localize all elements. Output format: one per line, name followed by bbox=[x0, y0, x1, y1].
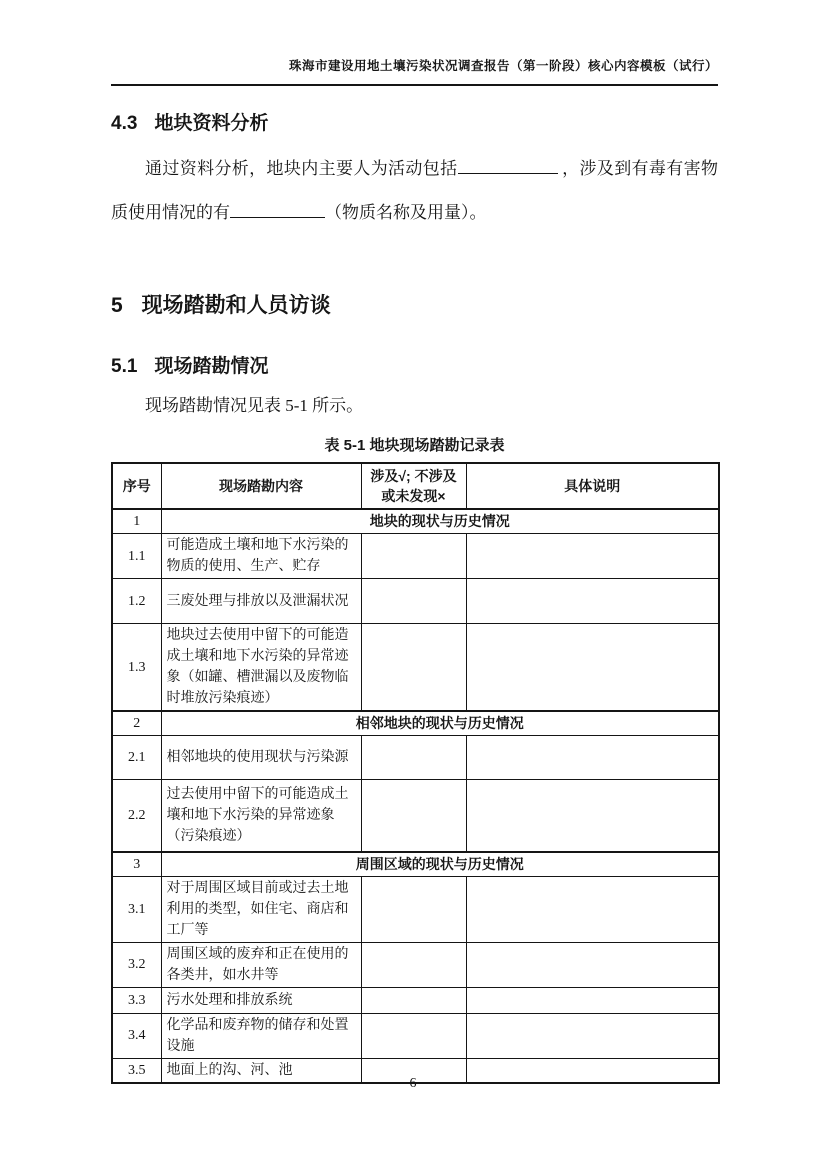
row-no: 3.1 bbox=[112, 876, 161, 942]
fill-in-blank-2 bbox=[230, 200, 325, 218]
paragraph-4-3 bbox=[111, 147, 718, 235]
row-no: 3.5 bbox=[112, 1058, 161, 1083]
col-header-no: 序号 bbox=[112, 463, 161, 509]
heading-title: 现场踏勘情况 bbox=[154, 356, 269, 377]
heading-title: 地块资料分析 bbox=[154, 113, 269, 134]
header-rule bbox=[111, 84, 718, 86]
report-header-title: 珠海市建设用地土壤污染状况调查报告（第一阶段）核心内容模板（试行） bbox=[288, 59, 718, 73]
row-content: 相邻地块的使用现状与污染源 bbox=[161, 736, 361, 780]
table-row-2-1 bbox=[112, 736, 719, 780]
note-cell bbox=[466, 876, 719, 942]
page-number: 6 bbox=[409, 1076, 417, 1091]
section-4-3-heading bbox=[111, 108, 718, 135]
note-cell bbox=[466, 942, 719, 987]
chapter-5-heading bbox=[111, 289, 718, 319]
row-content: 对于周围区域目前或过去土地利用的类型，如住宅、商店和工厂等 bbox=[161, 876, 361, 942]
involved-mark-cell bbox=[361, 942, 466, 987]
involved-mark-cell bbox=[361, 1013, 466, 1058]
section-label: 地块的现状与历史情况 bbox=[161, 509, 719, 534]
row-no: 1.2 bbox=[112, 579, 161, 624]
table-row-3-2 bbox=[112, 942, 719, 987]
heading-title: 现场踏勘和人员访谈 bbox=[141, 294, 331, 317]
row-content: 地面上的沟、河、池 bbox=[161, 1058, 361, 1083]
row-content: 过去使用中留下的可能造成土壤和地下水污染的异常迹象（污染痕迹） bbox=[161, 780, 361, 852]
table-row-3-3 bbox=[112, 987, 719, 1013]
table-row-3-4 bbox=[112, 1013, 719, 1058]
section-label: 相邻地块的现状与历史情况 bbox=[161, 711, 719, 736]
section-row-2 bbox=[112, 711, 719, 736]
table-row-1-2 bbox=[112, 579, 719, 624]
paragraph-text-1: 通过资料分析，地块内主要人为活动包括 bbox=[145, 159, 458, 178]
section-row-1 bbox=[112, 509, 719, 534]
row-no: 1.3 bbox=[112, 624, 161, 712]
row-content: 地块过去使用中留下的可能造成土壤和地下水污染的异常迹象（如罐、槽泄漏以及废物临时堆放污染痕迹） bbox=[161, 624, 361, 712]
col-header-content: 现场踏勘内容 bbox=[161, 463, 361, 509]
section-row-3 bbox=[112, 852, 719, 877]
paragraph-5-1: 现场踏勘情况见表 5-1 所示。 bbox=[145, 396, 364, 415]
table-header-row bbox=[112, 463, 719, 509]
row-no: 1 bbox=[112, 509, 161, 534]
row-content: 污水处理和排放系统 bbox=[161, 987, 361, 1013]
row-content: 化学品和废弃物的储存和处置设施 bbox=[161, 1013, 361, 1058]
page-content bbox=[111, 108, 718, 1084]
table-row-1-1 bbox=[112, 534, 719, 579]
paragraph-text-2: ，涉及到有毒有害物质使用情况的有 bbox=[111, 159, 718, 222]
row-no: 3.3 bbox=[112, 987, 161, 1013]
paragraph-text-3: （物质名称及用量）。 bbox=[325, 203, 487, 222]
note-cell bbox=[466, 987, 719, 1013]
section-5-1-heading bbox=[111, 351, 718, 378]
note-cell bbox=[466, 1013, 719, 1058]
row-no: 2.2 bbox=[112, 780, 161, 852]
heading-number: 5.1 bbox=[111, 356, 138, 377]
involved-mark-cell bbox=[361, 736, 466, 780]
heading-number: 4.3 bbox=[111, 113, 138, 134]
involved-mark-cell bbox=[361, 534, 466, 579]
row-content: 可能造成土壤和地下水污染的物质的使用、生产、贮存 bbox=[161, 534, 361, 579]
note-cell bbox=[466, 780, 719, 852]
involved-mark-cell bbox=[361, 876, 466, 942]
row-content: 三废处理与排放以及泄漏状况 bbox=[161, 579, 361, 624]
col-header-note: 具体说明 bbox=[466, 463, 719, 509]
table-row-1-3 bbox=[112, 624, 719, 712]
note-cell bbox=[466, 624, 719, 712]
row-no: 1.1 bbox=[112, 534, 161, 579]
row-no: 3.4 bbox=[112, 1013, 161, 1058]
involved-mark-cell bbox=[361, 987, 466, 1013]
col-header-involved: 涉及√; 不涉及或未发现× bbox=[361, 463, 466, 509]
table-caption: 表 5-1 地块现场踏勘记录表 bbox=[324, 437, 505, 454]
note-cell bbox=[466, 534, 719, 579]
involved-mark-cell bbox=[361, 780, 466, 852]
table-row-3-1 bbox=[112, 876, 719, 942]
row-no: 3 bbox=[112, 852, 161, 877]
note-cell bbox=[466, 736, 719, 780]
row-no: 2 bbox=[112, 711, 161, 736]
involved-mark-cell bbox=[361, 624, 466, 712]
heading-number: 5 bbox=[111, 294, 123, 317]
row-no: 2.1 bbox=[112, 736, 161, 780]
row-content: 周围区域的废弃和正在使用的各类井，如水井等 bbox=[161, 942, 361, 987]
row-no: 3.2 bbox=[112, 942, 161, 987]
site-survey-table bbox=[111, 462, 720, 1084]
section-label: 周围区域的现状与历史情况 bbox=[161, 852, 719, 877]
note-cell bbox=[466, 579, 719, 624]
table-row-2-2 bbox=[112, 780, 719, 852]
fill-in-blank-1 bbox=[458, 156, 558, 174]
involved-mark-cell bbox=[361, 579, 466, 624]
